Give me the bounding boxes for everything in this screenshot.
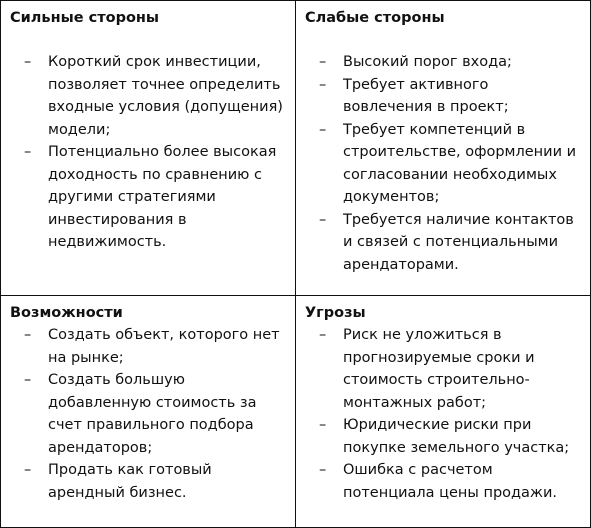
dash-bullet: – (319, 327, 327, 343)
list-item (305, 119, 580, 209)
list-item-text: Требует активного вовлечения в проект; (343, 76, 509, 115)
threats-cell (296, 296, 590, 527)
list-item (305, 74, 580, 119)
list-item-text: Требует компетенций в строительстве, оформлении и согласовании необходимых документов; (343, 121, 577, 205)
list-item (305, 324, 580, 414)
list-item-text: Риск не уложиться в прогнозируемые сроки и стоимость строительно-монтажных работ; (343, 327, 535, 411)
dash-bullet: – (319, 121, 327, 138)
dash-bullet: – (319, 54, 327, 70)
list-item (305, 209, 580, 277)
list-item (10, 51, 285, 141)
list-item (305, 414, 580, 459)
dash-bullet: – (319, 417, 327, 433)
strengths-list (10, 51, 285, 254)
list-item-text: Короткий срок инвестиции, позволяет точнее определить входные условия (допущения) модели; (48, 54, 283, 138)
list-item (10, 141, 285, 254)
weaknesses-cell (296, 1, 590, 296)
weaknesses-list (305, 51, 580, 276)
strengths-cell (1, 1, 296, 296)
list-item (305, 459, 580, 504)
dash-bullet: – (319, 76, 327, 93)
list-item (10, 459, 285, 504)
dash-bullet: – (24, 372, 32, 388)
weaknesses-title: Слабые стороны (305, 10, 445, 26)
list-item (305, 51, 580, 74)
list-item-text: Создать объект, которого нет на рынке; (48, 327, 280, 366)
dash-bullet: – (24, 462, 32, 478)
list-item (10, 324, 285, 369)
dash-bullet: – (319, 462, 327, 478)
threats-list (305, 324, 580, 504)
opportunities-cell (1, 296, 296, 527)
dash-bullet: – (24, 54, 32, 70)
opportunities-title: Возможности (10, 305, 123, 321)
list-item-text: Создать большую добавленную стоимость за счет правильного подбора арендаторов; (48, 372, 257, 456)
list-item-text: Продать как готовый арендный бизнес. (48, 462, 212, 501)
list-item-text: Потенциально более высокая доходность по сравнению с другими стратегиями инвестирования в недвижимость. (48, 144, 277, 250)
dash-bullet: – (319, 211, 327, 228)
list-item-text: Юридические риски при покупке земельного участка; (343, 417, 570, 456)
dash-bullet: – (24, 327, 32, 343)
list-item-text: Требуется наличие контактов и связей с потенциальными арендаторами. (343, 211, 574, 273)
strengths-title: Сильные стороны (10, 10, 160, 26)
list-item (10, 369, 285, 459)
list-item-text: Высокий порог входа; (343, 54, 512, 70)
list-item-text: Ошибка с расчетом потенциала цены продажи. (343, 462, 558, 501)
threats-title: Угрозы (305, 305, 366, 321)
opportunities-list (10, 324, 285, 504)
dash-bullet: – (24, 144, 32, 160)
